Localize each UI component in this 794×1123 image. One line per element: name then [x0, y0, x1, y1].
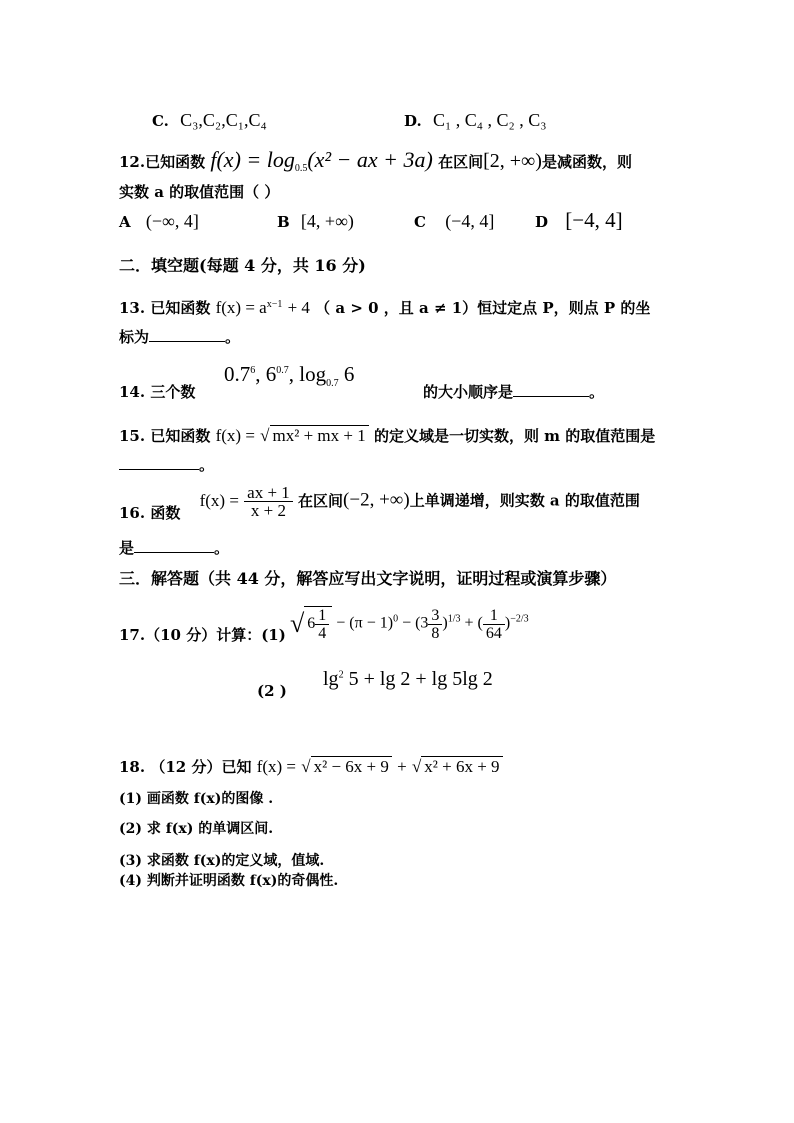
math-exponent: 0.7 — [276, 365, 289, 376]
math-expression: − (3 — [402, 614, 429, 632]
question-text: 已知函数 — [150, 427, 211, 445]
q17-line1 — [119, 611, 286, 644]
math-expression: 0.7 — [224, 362, 251, 386]
math-exponent: −2/3 — [510, 613, 529, 625]
math-expression: 6 — [265, 362, 277, 386]
question-text: 。 — [589, 383, 605, 401]
math-fraction — [483, 607, 505, 642]
question-text: 标为 — [119, 328, 150, 346]
question-text: 。 — [225, 328, 241, 346]
question-number: 18. — [119, 758, 146, 776]
math-expression: f(x) = a — [215, 298, 267, 317]
math-interval: [2, +∞) — [483, 150, 542, 172]
math-exponent: x−1 — [266, 299, 283, 310]
question-text: 上单调递增，则实数 a 的取值范围 — [409, 491, 640, 510]
math-expression: lg — [323, 668, 339, 690]
option-letter: B — [277, 213, 290, 231]
option-letter: D. — [404, 112, 422, 130]
option-letter: D — [535, 213, 549, 231]
q11-option-c — [152, 110, 267, 131]
q14-expressions: $0.7^6$, $6^{0.7}$, $\log_{0.7} 6$ — [224, 362, 355, 390]
math-expression: − (π − 1) — [336, 614, 394, 632]
question-text: 已知函数 — [145, 153, 206, 171]
fraction-numerator: 3 — [428, 607, 442, 625]
q14-tail — [423, 381, 604, 402]
answer-blank[interactable] — [134, 540, 214, 553]
q18-item-1: (1) 画函数 f(x)的图像 . — [119, 791, 274, 807]
math-expression: f(x) = — [215, 426, 255, 445]
question-text: 是 — [119, 539, 135, 557]
q18-item-2: (2) 求 f(x) 的单调区间. — [119, 821, 274, 837]
math-radicand: mx² + mx + 1 — [270, 425, 369, 445]
option-text: C₃,C₂,C₁,C₄ — [180, 110, 267, 130]
question-number: 13. — [119, 299, 146, 317]
q16-line2 — [119, 537, 229, 558]
math-exponent: 0 — [393, 613, 399, 625]
q12-option-a — [119, 211, 199, 232]
question-text: （12 分）已知 — [150, 758, 252, 776]
question-text: 的大小顺序是 — [423, 383, 514, 401]
question-number: 14. — [119, 383, 146, 401]
question-text: 是减函数，则 — [541, 153, 632, 171]
math-expression: ) — [442, 614, 448, 632]
q17-part2-label: (2 ) — [257, 682, 287, 700]
math-expression: f(x) = log — [210, 147, 295, 172]
q12-line1 — [119, 147, 632, 174]
fraction-denominator: 64 — [485, 624, 502, 642]
math-expression: + — [397, 757, 407, 776]
option-text: [4, +∞) — [300, 211, 354, 231]
q18-line1: 18. （12 分）已知 f(x) = √ x² − 6x + 9 + √ x² + 6x + 9 — [119, 756, 503, 777]
option-letter: C — [414, 213, 426, 231]
math-expression: f(x) = — [199, 490, 239, 510]
answer-blank[interactable] — [119, 457, 199, 470]
question-text: （10 分）计算：(1) — [145, 626, 286, 644]
q16-line1 — [119, 483, 640, 522]
math-subscript: 0.7 — [326, 378, 339, 390]
q12-option-b — [277, 211, 354, 232]
option-text: C₁ , C₄ , C₂ , C₃ — [432, 110, 547, 130]
q15-line2 — [119, 454, 214, 475]
q14-number — [119, 381, 195, 402]
fraction-denominator: x + 2 — [250, 501, 287, 520]
q17-expression-1: √ 6 $\frac{1}{4}$ − $(\pi - 1)^0 - (3$ $\frac{3}{8}$ )$^{1/3}$ + ( $\frac{1}{64}$ )$^{-2/3}$ — [290, 606, 529, 642]
answer-blank[interactable] — [513, 384, 589, 397]
fraction-denominator: 4 — [318, 625, 327, 642]
math-expression: 6 — [343, 362, 355, 386]
math-expression: ) — [504, 614, 511, 632]
q18-item-4: (4) 判断并证明函数 f(x)的奇偶性. — [119, 873, 339, 889]
question-text: 已知函数 — [150, 299, 211, 317]
math-fraction — [315, 607, 329, 642]
section-2-title: 二．填空题(每题 4 分，共 16 分) — [119, 256, 366, 275]
option-text: (−4, 4] — [445, 211, 495, 231]
question-number: 12. — [119, 153, 146, 171]
option-letter: C. — [152, 112, 169, 130]
q15-line1: 15. 已知函数 f(x) = √ mx² + mx + 1 的定义域是一切实数，则 m 的取值范围是 — [119, 426, 656, 445]
math-exponent: 6 — [250, 365, 256, 376]
q18-item-3: (3) 求函数 f(x)的定义域，值域. — [119, 853, 325, 869]
math-expression: (x² − ax + 3a) — [307, 147, 433, 172]
option-letter: A — [119, 213, 131, 231]
math-expression: f(x) = — [256, 757, 297, 776]
answer-blank[interactable] — [149, 329, 225, 342]
option-text: (−∞, 4] — [145, 211, 199, 231]
question-text: 函数 — [150, 503, 181, 522]
section-3-title: 三．解答题（共 44 分，解答应写出文字说明，证明过程或演算步骤） — [119, 569, 617, 588]
math-radicand: x² − 6x + 9 — [311, 756, 392, 776]
math-interval: (−2, +∞) — [343, 489, 410, 511]
fraction-numerator: ax + 1 — [244, 484, 293, 502]
fraction-numerator: 1 — [483, 607, 505, 625]
question-text: 的定义域是一切实数，则 m 的取值范围是 — [373, 427, 656, 445]
q12-line2: 实数 a 的取值范围（ ） — [119, 183, 280, 201]
q12-option-d — [535, 208, 623, 233]
math-fraction — [428, 607, 442, 642]
question-number: 15. — [119, 427, 146, 445]
question-number: 17. — [119, 626, 146, 644]
math-subscript: 0.5 — [294, 163, 308, 174]
question-text: 在区间 — [298, 491, 344, 510]
math-exponent: 1/3 — [447, 613, 461, 625]
q13-line1 — [119, 297, 650, 318]
math-radicand: x² + 6x + 9 — [421, 756, 502, 776]
question-text: 。 — [214, 539, 230, 557]
question-text: 。 — [199, 456, 215, 474]
math-expression: + ( — [464, 614, 483, 632]
fraction-numerator: 1 — [315, 607, 329, 625]
math-expression: log — [299, 362, 327, 386]
math-expression: 6 — [307, 615, 316, 633]
fraction-denominator: 8 — [431, 624, 440, 642]
math-expression: + 4 — [287, 298, 310, 317]
question-text: （ a > 0 ，且 a ≠ 1）恒过定点 P，则点 P 的坐 — [315, 299, 651, 317]
option-text: [−4, 4] — [565, 208, 623, 232]
q13-line2 — [119, 326, 240, 347]
question-number: 16. — [119, 503, 146, 522]
math-fraction — [244, 484, 293, 519]
math-exponent: 2 — [338, 669, 344, 681]
q12-option-c — [414, 211, 494, 232]
q17-expression-2 — [323, 668, 493, 691]
question-text: 三个数 — [150, 383, 196, 401]
q11-option-d — [404, 110, 547, 131]
math-expression: 5 + lg 2 + lg 5lg 2 — [348, 668, 493, 690]
question-text: 在区间 — [438, 153, 484, 171]
